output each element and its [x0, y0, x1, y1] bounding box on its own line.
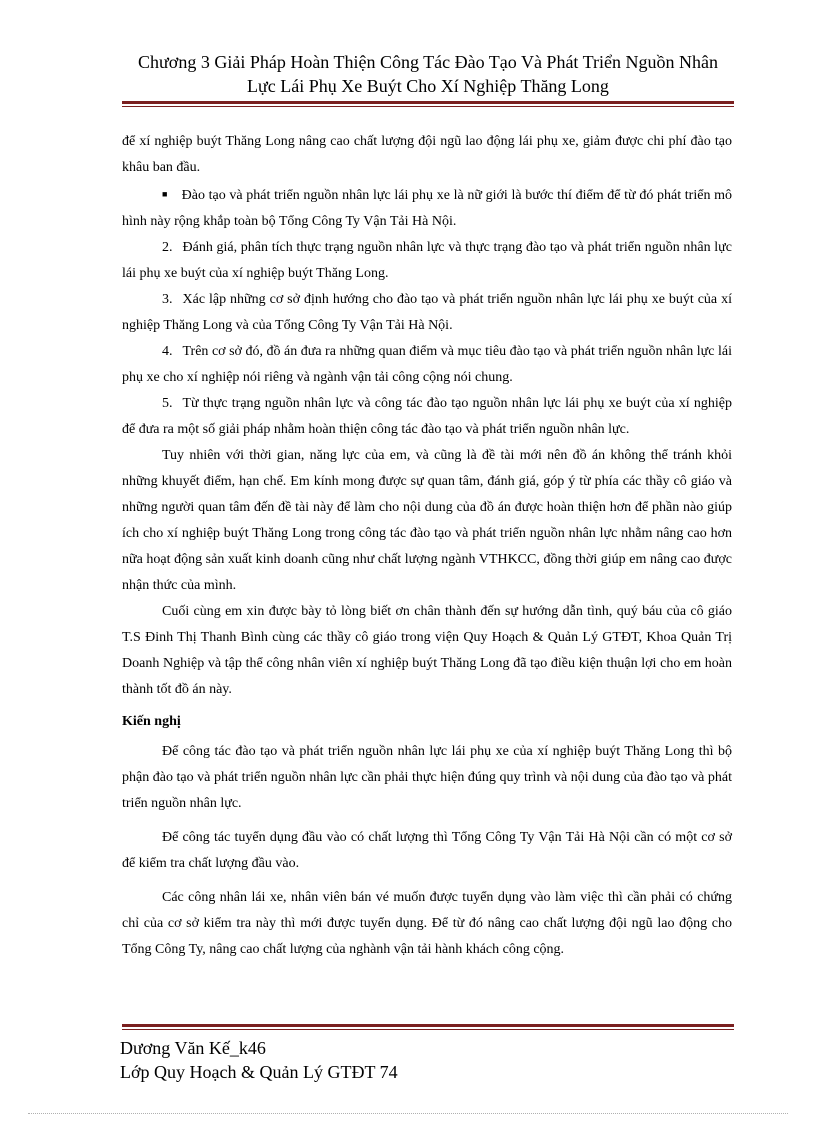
list-number: 2.: [162, 240, 173, 255]
page-footer: [120, 1036, 398, 1084]
list-item: [122, 287, 732, 339]
section-heading: Kiến nghị: [122, 714, 181, 729]
page-bottom-dotted-line: [28, 1113, 788, 1114]
list-number: 4.: [162, 344, 173, 359]
footer-class-page: Lớp Quy Hoạch & Quản Lý GTĐT 74: [120, 1062, 398, 1082]
paragraph-continuation: để xí nghiệp buýt Thăng Long nâng cao chất lượng đội ngũ lao động lái phụ xe, giảm được chi phí đào tạo khâu ban đầu.: [122, 134, 732, 175]
recommendation-3: Các công nhân lái xe, nhân viên bán vé muốn được tuyển dụng vào làm việc thì cần phải có chứng chỉ của cơ sở kiểm tra này thì mới được tuyển dụng. Để từ đó nâng cao chất lượng đội ngũ lao động cho Tổng Công Ty, nâng cao chất lượng của nghành vận tải hành khách công cộng.: [122, 890, 732, 957]
list-number: 3.: [162, 292, 173, 307]
paragraph-limitations: Tuy nhiên với thời gian, năng lực của em, và cũng là đề tài mới nên đồ án không thể tránh khỏi những khuyết điểm, hạn chế. Em kính mong được sự quan tâm, đánh giá, góp ý từ phía các thầy cô giáo và những người quan tâm đến đề tài này để làm cho nội dung của đồ án được hoàn thiện hơn để phần nào giúp ích cho xí nghiệp buýt Thăng Long trong công tác đào tạo và phát triển nguồn nhân lực nhằm nâng cao hơn nữa hoạt động sản xuất kinh doanh cũng như chất lượng ngành VTHKCC, đồng thời giúp em nâng cao được nhận thức của mình.: [122, 448, 732, 593]
recommendation-1: Để công tác đào tạo và phát triển nguồn nhân lực lái phụ xe của xí nghiệp buýt Thăng Long thì bộ phận đào tạo và phát triển nguồn nhân lực cần phải thực hiện đúng quy trình và nội dung của đào tạo và phát triển nguồn nhân lực.: [122, 744, 732, 811]
recommendation-2: Để công tác tuyển dụng đầu vào có chất lượng thì Tổng Công Ty Vận Tải Hà Nội cần có một cơ sở để kiểm tra chất lượng đầu vào.: [122, 830, 732, 871]
paragraph-acknowledgement: Cuối cùng em xin được bày tỏ lòng biết ơn chân thành đến sự hướng dẫn tình, quý báu của cô giáo T.S Đinh Thị Thanh Bình cùng các thầy cô giáo trong viện Quy Hoạch & Quản Lý GTĐT, Khoa Quản Trị Doanh Nghiệp và tập thể công nhân viên xí nghiệp buýt Thăng Long đã tạo điều kiện thuận lợi cho em hoàn thành tốt đồ án này.: [122, 604, 732, 697]
bullet-text: Đào tạo và phát triển nguồn nhân lực lái phụ xe là nữ giới là bước thí điểm để từ đó phát triển mô hình này rộng khắp toàn bộ Tổng Công Ty Vận Tải Hà Nội.: [122, 188, 733, 229]
list-item: [122, 391, 732, 443]
page-header: [122, 50, 734, 98]
list-text: Từ thực trạng nguồn nhân lực và công tác đào tạo nguồn nhân lực lái phụ xe buýt của xí nghiệp để đưa ra một số giải pháp nhằm hoàn thiện công tác đào tạo và phát triển nguồn nhân lực.: [122, 396, 732, 437]
list-number: 5.: [162, 396, 173, 411]
square-bullet-icon: ■: [162, 189, 168, 199]
bullet-item: [122, 181, 732, 235]
list-item: [122, 339, 732, 391]
header-title-line-2: Lực Lái Phụ Xe Buýt Cho Xí Nghiệp Thăng Long: [247, 76, 609, 96]
list-text: Trên cơ sở đó, đồ án đưa ra những quan điểm và mục tiêu đào tạo và phát triển nguồn nhân lực lái phụ xe cho xí nghiệp nói riêng và ngành vận tải công cộng nói chung.: [122, 344, 732, 385]
list-text: Xác lập những cơ sở định hướng cho đào tạo và phát triển nguồn nhân lực lái phụ xe buýt của xí nghiệp Thăng Long và của Tổng Công Ty Vận Tải Hà Nội.: [122, 292, 732, 333]
document-body: [122, 129, 732, 963]
header-divider: [122, 101, 734, 107]
header-title-line-1: Chương 3 Giải Pháp Hoàn Thiện Công Tác Đào Tạo Và Phát Triển Nguồn Nhân: [138, 52, 718, 72]
list-item: [122, 235, 732, 287]
footer-author: Dương Văn Kế_k46: [120, 1038, 266, 1058]
list-text: Đánh giá, phân tích thực trạng nguồn nhân lực và thực trạng đào tạo và phát triển nguồn nhân lực lái phụ xe buýt của xí nghiệp buýt Thăng Long.: [122, 240, 732, 281]
footer-divider: [122, 1024, 734, 1030]
